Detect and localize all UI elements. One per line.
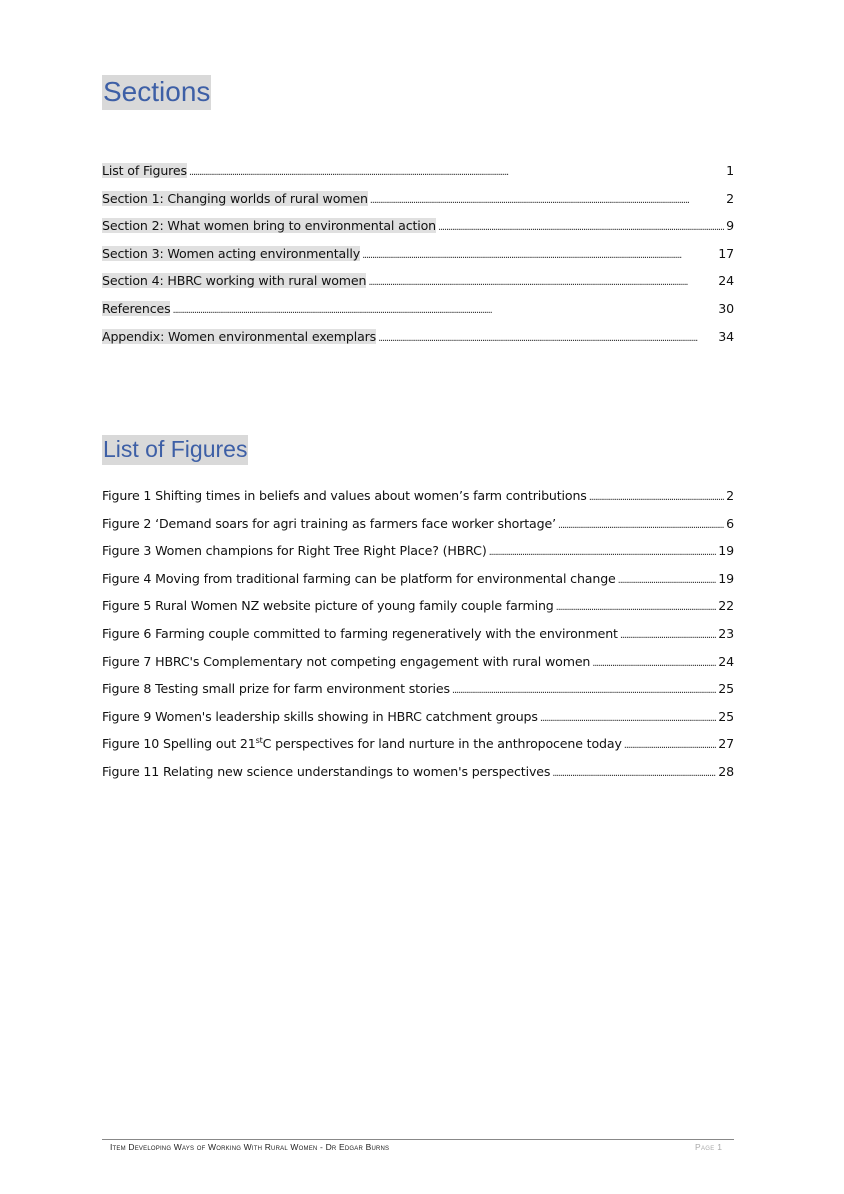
figure-entry-title[interactable]: Figure 6 Farming couple committed to farming regeneratively with the environment: [102, 625, 618, 641]
toc-entry-title[interactable]: List of Figures: [102, 163, 187, 178]
toc-entry[interactable]: [102, 301, 734, 329]
toc-entry-page[interactable]: 30: [718, 300, 734, 316]
toc-entry[interactable]: [102, 191, 734, 219]
toc-entry-page[interactable]: 1: [726, 163, 734, 178]
toc-entry-title[interactable]: Appendix: Women environmental exemplars: [102, 328, 377, 344]
sections-toc: [102, 163, 734, 356]
toc-entry-title[interactable]: Section 4: HBRC working with rural women: [102, 273, 367, 289]
toc-entry-title[interactable]: References: [102, 300, 171, 316]
figure-entry-title[interactable]: Figure 4 Moving from traditional farming can be platform for environmental change: [102, 570, 616, 586]
figure-entry-title[interactable]: Figure 10 Spelling out 21stC perspectives for land nurture in the anthropocene today: [102, 736, 622, 752]
toc-entry-page[interactable]: 2: [726, 190, 734, 206]
figure-entry-page[interactable]: 22: [718, 598, 734, 614]
figure-entry-title[interactable]: Figure 3 Women champions for Right Tree Right Place? (HBRC): [102, 543, 487, 559]
toc-entry[interactable]: [102, 329, 734, 357]
figures-toc: [102, 488, 734, 792]
figure-entry[interactable]: [102, 764, 734, 792]
figure-entry-title[interactable]: Figure 7 HBRC's Complementary not competing engagement with rural women: [102, 653, 591, 669]
toc-entry[interactable]: [102, 218, 734, 246]
toc-entry-title[interactable]: Section 1: Changing worlds of rural women: [102, 190, 368, 206]
toc-entry-page[interactable]: 24: [718, 273, 734, 289]
figure-entry[interactable]: [102, 543, 734, 571]
figure-entry-page[interactable]: 23: [718, 625, 734, 641]
figure-entry-page[interactable]: 27: [718, 736, 734, 752]
sections-heading: Sections: [102, 78, 211, 106]
toc-entry-page[interactable]: 17: [718, 245, 734, 261]
figure-entry-title[interactable]: Figure 11 Relating new science understandings to women's perspectives: [102, 763, 551, 779]
toc-entry[interactable]: [102, 273, 734, 301]
footer-page-number: Page 1: [695, 1142, 723, 1152]
footer-divider: [102, 1139, 734, 1140]
figure-entry[interactable]: [102, 598, 734, 626]
figure-entry[interactable]: [102, 516, 734, 544]
figure-entry[interactable]: [102, 571, 734, 599]
figures-heading: List of Figures: [102, 438, 248, 461]
figure-entry-page[interactable]: 25: [718, 708, 734, 724]
figure-entry-page[interactable]: 6: [726, 515, 734, 531]
figure-entry-title[interactable]: Figure 5 Rural Women NZ website picture of young family couple farming: [102, 598, 554, 614]
figure-entry-page[interactable]: 25: [718, 681, 734, 697]
toc-entry-title[interactable]: Section 3: Women acting environmentally: [102, 245, 361, 261]
figure-entry-title[interactable]: Figure 8 Testing small prize for farm environment stories: [102, 681, 450, 697]
figure-entry[interactable]: [102, 654, 734, 682]
figure-entry-page[interactable]: 28: [718, 763, 734, 779]
toc-entry[interactable]: [102, 246, 734, 274]
footer-document-title: Item Developing Ways of Working With Rural Women - Dr Edgar Burns: [110, 1142, 390, 1152]
figure-entry[interactable]: [102, 488, 734, 516]
figure-entry-page[interactable]: 2: [726, 488, 734, 503]
toc-entry-title[interactable]: Section 2: What women bring to environmental action: [102, 218, 436, 234]
figure-entry[interactable]: [102, 709, 734, 737]
figure-entry-page[interactable]: 24: [718, 653, 734, 669]
figure-entry-title[interactable]: Figure 9 Women's leadership skills showing in HBRC catchment groups: [102, 708, 538, 724]
figure-entry-title[interactable]: Figure 1 Shifting times in beliefs and values about women’s farm contributions: [102, 488, 587, 503]
figure-entry-page[interactable]: 19: [718, 543, 734, 559]
figure-entry[interactable]: [102, 626, 734, 654]
figure-entry[interactable]: [102, 736, 734, 764]
toc-entry-page[interactable]: 34: [718, 328, 734, 344]
toc-entry-page[interactable]: 9: [726, 218, 734, 234]
figure-entry[interactable]: [102, 681, 734, 709]
figure-entry-page[interactable]: 19: [718, 570, 734, 586]
figure-entry-title[interactable]: Figure 2 ‘Demand soars for agri training as farmers face worker shortage’: [102, 515, 556, 531]
toc-entry[interactable]: [102, 163, 734, 191]
